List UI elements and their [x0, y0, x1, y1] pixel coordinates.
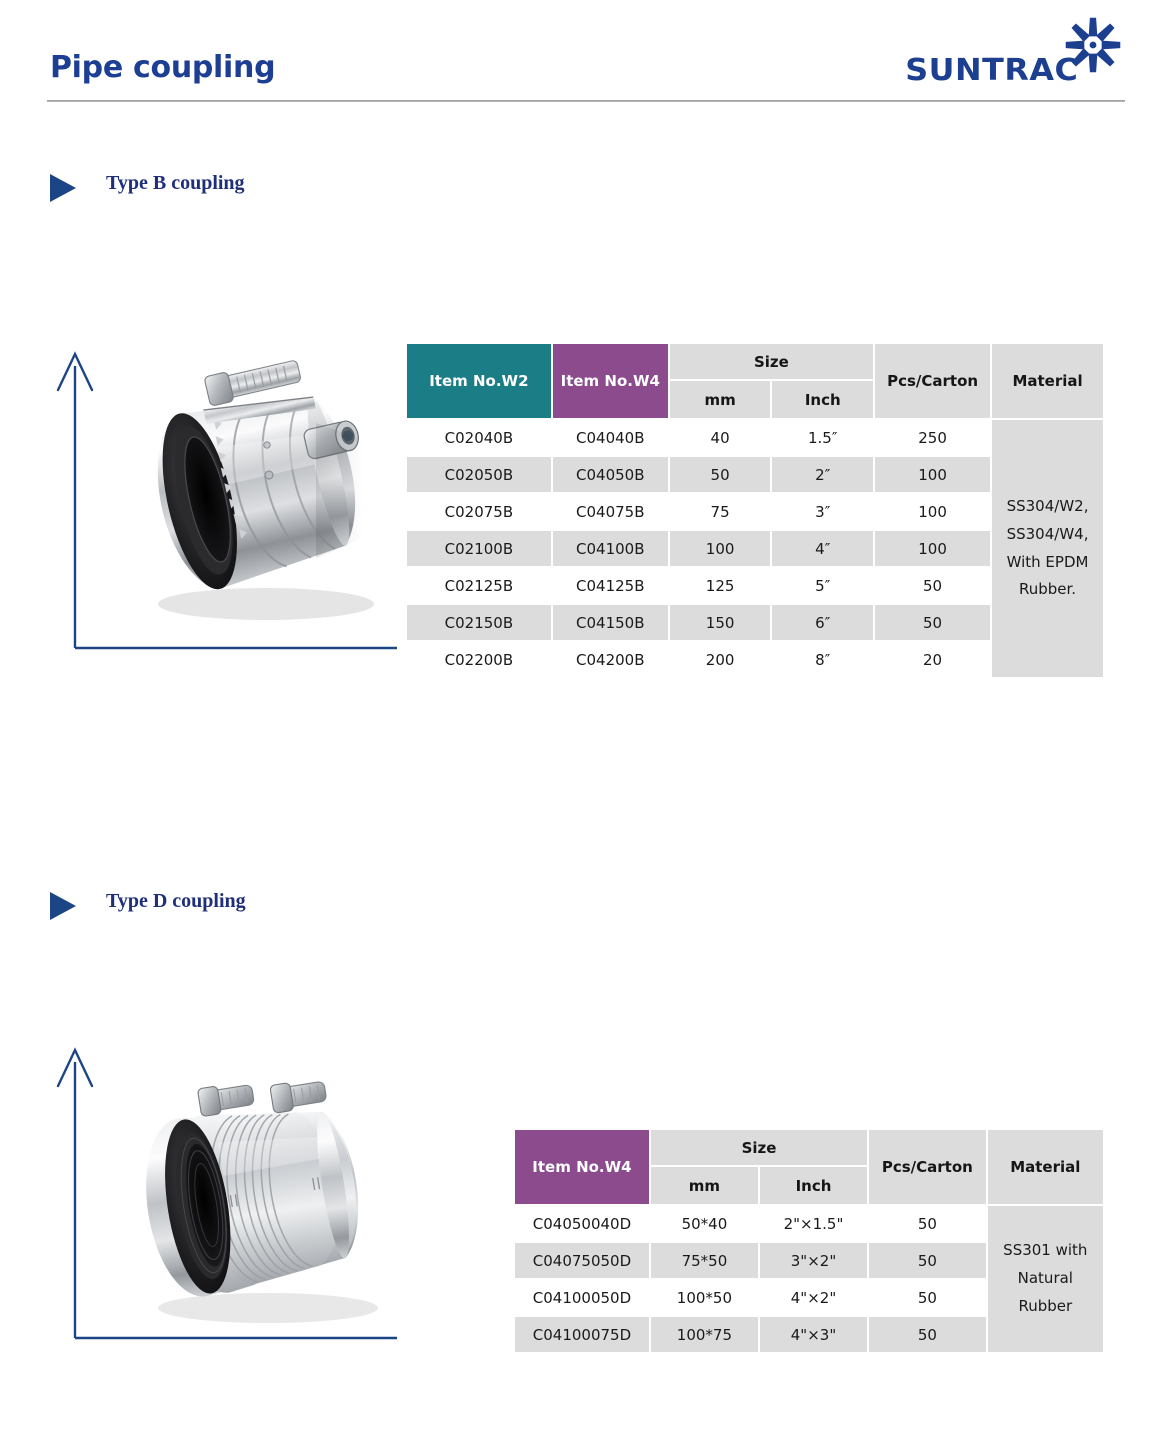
cell-mm: 75 [670, 494, 771, 529]
table-row [515, 1206, 1103, 1241]
col-header-mm: mm [651, 1167, 758, 1204]
cell-pcs: 100 [875, 531, 990, 566]
col-header-material: Material [992, 344, 1103, 418]
page-title: Pipe coupling [50, 50, 276, 85]
product-photo-type-d [118, 1040, 408, 1340]
cell-mm: 100 [670, 531, 771, 566]
header-divider [47, 100, 1125, 102]
cell-item-w4: C04075050D [515, 1243, 649, 1278]
cell-pcs: 50 [869, 1317, 986, 1352]
brand-logo [904, 14, 1126, 96]
cell-item-w2: C02050B [407, 457, 551, 492]
cell-inch: 3"×2" [760, 1243, 867, 1278]
product-figure-type-b [52, 340, 397, 660]
cell-mm: 100*75 [651, 1317, 758, 1352]
col-header-size: Size [651, 1130, 867, 1165]
cell-item-w4: C04200B [553, 642, 668, 677]
product-photo-type-b [116, 328, 396, 648]
cell-inch: 6″ [772, 605, 873, 640]
col-header-item-w4: Item No.W4 [553, 344, 668, 418]
cell-mm: 200 [670, 642, 771, 677]
col-header-pcs-carton: Pcs/Carton [875, 344, 990, 418]
cell-mm: 100*50 [651, 1280, 758, 1315]
cell-item-w4: C04150B [553, 605, 668, 640]
col-header-material: Material [988, 1130, 1103, 1204]
cell-item-w4: C04100075D [515, 1317, 649, 1352]
cell-mm: 75*50 [651, 1243, 758, 1278]
product-figure-type-d [52, 1040, 397, 1350]
cell-item-w2: C02125B [407, 568, 551, 603]
cell-inch: 1.5″ [772, 420, 873, 455]
cell-pcs: 250 [875, 420, 990, 455]
table-header-row-top [407, 344, 1103, 379]
cell-item-w2: C02075B [407, 494, 551, 529]
cell-pcs: 20 [875, 642, 990, 677]
cell-pcs: 100 [875, 457, 990, 492]
cell-mm: 40 [670, 420, 771, 455]
cell-mm: 50*40 [651, 1206, 758, 1241]
col-header-pcs-carton: Pcs/Carton [869, 1130, 986, 1204]
table-header-row-top [515, 1130, 1103, 1165]
cell-pcs: 50 [869, 1243, 986, 1278]
cell-inch: 4"×2" [760, 1280, 867, 1315]
cell-inch: 4″ [772, 531, 873, 566]
cell-item-w4: C04050B [553, 457, 668, 492]
page-header [0, 0, 1170, 110]
cell-mm: 150 [670, 605, 771, 640]
cell-item-w4: C04040B [553, 420, 668, 455]
cell-item-w4: C04050040D [515, 1206, 649, 1241]
col-header-mm: mm [670, 381, 771, 418]
cell-mm: 50 [670, 457, 771, 492]
table-row [407, 420, 1103, 455]
cell-item-w2: C02150B [407, 605, 551, 640]
cell-pcs: 50 [869, 1206, 986, 1241]
section-label-type-d: Type D coupling [106, 890, 246, 912]
brand-wordmark: SUNTRAC [904, 53, 1078, 88]
cell-mm: 125 [670, 568, 771, 603]
spec-table-type-b [405, 342, 1105, 679]
cell-item-w4: C04125B [553, 568, 668, 603]
col-header-inch: Inch [760, 1167, 867, 1204]
cell-material: SS301 with Natural Rubber [988, 1206, 1103, 1352]
triangle-right-icon [50, 892, 76, 920]
cell-pcs: 50 [875, 568, 990, 603]
cell-inch: 2″ [772, 457, 873, 492]
col-header-item-w2: Item No.W2 [407, 344, 551, 418]
cell-inch: 8″ [772, 642, 873, 677]
cell-item-w4: C04100050D [515, 1280, 649, 1315]
spec-table-type-d [513, 1128, 1105, 1354]
col-header-size: Size [670, 344, 873, 379]
cell-item-w4: C04075B [553, 494, 668, 529]
section-label-type-b: Type B coupling [106, 172, 245, 194]
cell-inch: 3″ [772, 494, 873, 529]
cell-pcs: 50 [875, 605, 990, 640]
cell-inch: 5″ [772, 568, 873, 603]
cell-item-w2: C02200B [407, 642, 551, 677]
cell-pcs: 50 [869, 1280, 986, 1315]
col-header-item-w4: Item No.W4 [515, 1130, 649, 1204]
col-header-inch: Inch [772, 381, 873, 418]
cell-item-w2: C02100B [407, 531, 551, 566]
cell-item-w2: C02040B [407, 420, 551, 455]
triangle-right-icon [50, 174, 76, 202]
cell-item-w4: C04100B [553, 531, 668, 566]
cell-inch: 4"×3" [760, 1317, 867, 1352]
cell-pcs: 100 [875, 494, 990, 529]
cell-material: SS304/W2, SS304/W4, With EPDM Rubber. [992, 420, 1103, 677]
cell-inch: 2"×1.5" [760, 1206, 867, 1241]
